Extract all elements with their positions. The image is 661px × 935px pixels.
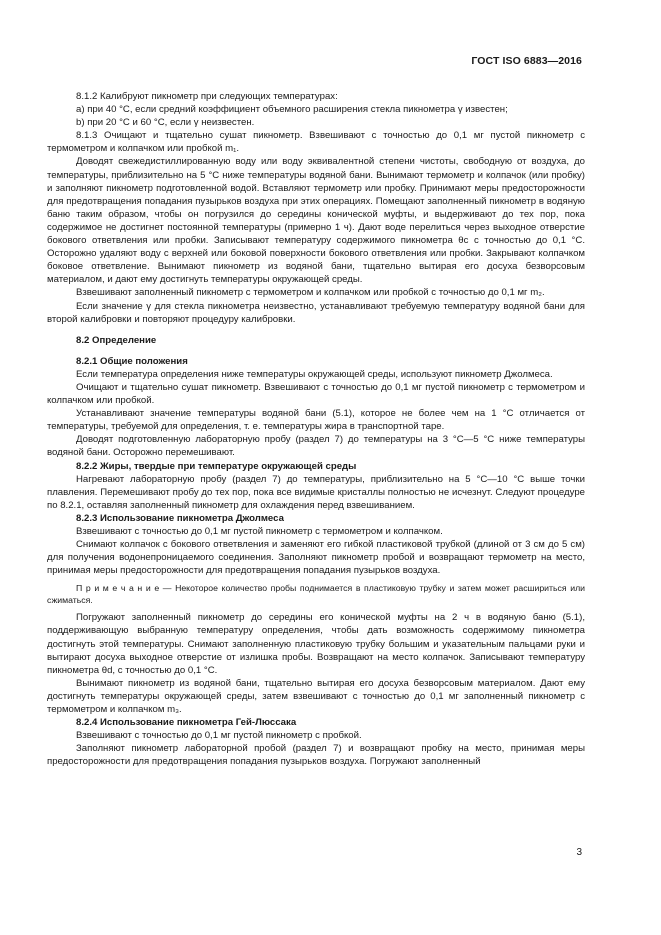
body-paragraph: b) при 20 °С и 60 °С, если γ неизвестен. xyxy=(76,117,255,129)
body-paragraph: Взвешивают заполненный пикнометр с термометром и колпачком или пробкой с точностью до 0,1 мг m₂. xyxy=(76,287,545,299)
body-paragraph: 8.1.2 Калибруют пикнометр при следующих температурах: xyxy=(76,91,338,102)
body-paragraph: Очищают и тщательно сушат пикнометр. Взвешивают с точностью до 0,1 мг пустой пикнометр с термометром и колпачком или пробкой. xyxy=(47,381,585,407)
body-paragraph: Устанавливают значение температуры водяной бани (5.1), которое не более чем на 1 °С отличается от температуры, требуемой для определения, т. е. температуры жира в транспортной таре. xyxy=(47,408,585,433)
body-paragraph: Нагревают лабораторную пробу (раздел 7) до температуры, приблизительно на 5 °С—10 °С выше точки плавления. Перемешивают пробу до тех пор, пока все видимые кристаллы полностью не исчезнут. Следуют процедуре по 8.2.1, оставляя заполненный пикнометр для охлаждения перед взвешиванием. xyxy=(47,473,585,511)
body-paragraph: Если температура определения ниже температуры окружающей среды, используют пикнометр Джолмеса. xyxy=(76,368,553,380)
body-paragraph: Если значение γ для стекла пикнометра неизвестно, устанавливают требуемую температуру водяной бани для второй калибровки и повторяют процедуру калибровки. xyxy=(47,300,585,325)
note-paragraph: П р и м е ч а н и е — Некоторое количество пробы поднимается в пластиковую трубку и затем может расшириться или сжиматься. xyxy=(47,583,585,606)
section-heading: 8.2.1 Общие положения xyxy=(76,355,188,367)
body-paragraph: Доводят подготовленную лабораторную пробу (раздел 7) до температуры на 3 °С—5 °С ниже температуры водяной бани. Осторожно перемешивают. xyxy=(47,434,585,459)
body-paragraph: a) при 40 °С, если средний коэффициент объемного расширения стекла пикнометра γ известен; xyxy=(76,104,508,116)
body-paragraph: Вынимают пикнометр из водяной бани, тщательно вытирая его досуха безворсовым материалом. Дают ему достигнуть температуры окружающей среды, затем взвешивают с точностью до 0,1 мг заполненный пикнометр с термометром и колпачком m₃. xyxy=(47,677,585,716)
body-paragraph: Доводят свежедистиллированную воду или воду эквивалентной степени чистоты, свободную от воздуха, до температуры, приблизительно на 5 °С ниже температуры водяной бани. Вынимают термометр и колпачок (или пробку) и заполняют пикнометр подготовленной водой. Вставляют термометр или пробку. Принимают меры предосторожности для предотвращения попадания пузырьков воздуха при этих операциях. Помещают заполненный пикнометр в водяную баню таким образом, чтобы он погрузился до середины конической муфты, и выдерживают до тех пор, пока содержимое не достигнет постоянной температуры (примерно 1 ч). Дают воде перелиться через выходное отверстие бокового ответвления или пробки. Записывают температуру содержимого пикнометра θc с точностью до 0,1 °С. Осторожно удаляют воду с верхней или боковой поверхности бокового ответвления или пробки. Закрывают колпачком боковое ответвление. Вынимают пикнометр из водяной бани, тщательно вытирая его досуха безворсовым материалом, и дают ему достигнуть температуры окружающей среды. xyxy=(47,156,585,286)
body-paragraph: 8.1.3 Очищают и тщательно сушат пикнометр. Взвешивают с точностью до 0,1 мг пустой пикнометр с термометром и колпачком или пробкой m₁. xyxy=(47,130,585,155)
spacer xyxy=(47,347,585,355)
section-heading: 8.2.4 Использование пикнометра Гей-Люссака xyxy=(76,717,297,729)
body-paragraph: Взвешивают с точностью до 0,1 мг пустой пикнометр с термометром и колпачком. xyxy=(76,526,443,537)
body-paragraph: Погружают заполненный пикнометр до середины его конической муфты на 2 ч в водяную баню (5.1), поддерживающую выбранную температуру определения, чтобы дать возможность содержимому пикнометра достигнуть этой температуры. Снимают заполненную пластиковую трубку большим и указательным пальцами руки и вытирают досуха выходное отверстие от излишка пробы. Возвращают на место колпачок. Записывают температуру пикнометра θd, с точностью до 0,1 °С. xyxy=(47,612,585,676)
document-body xyxy=(47,90,585,769)
body-paragraph: Заполняют пикнометр лабораторной пробой (раздел 7) и возвращают пробку на место, принимая меры предосторожности для предотвращения попадания пузырьков воздуха. Погружают заполненный xyxy=(47,743,585,768)
page-header: ГОСТ ISO 6883—2016 xyxy=(471,55,582,67)
spacer xyxy=(47,326,585,334)
section-heading: 8.2.2 Жиры, твердые при температуре окружающей среды xyxy=(76,460,357,472)
page-number: 3 xyxy=(576,847,582,858)
body-paragraph: Снимают колпачок с бокового ответвления и заменяют его гибкой пластиковой трубкой (длиной от 3 см до 5 см) для получения водонепроницаемого соединения. Заполняют пикнометр пробой и возвращают термометр на место, принимая меры предосторожности для предотвращения попадания пузырьков воздуха. xyxy=(47,539,585,577)
body-paragraph: Взвешивают с точностью до 0,1 мг пустой пикнометр с пробкой. xyxy=(76,730,362,742)
section-heading: 8.2.3 Использование пикнометра Джолмеса xyxy=(76,512,284,524)
section-heading: 8.2 Определение xyxy=(76,334,157,346)
